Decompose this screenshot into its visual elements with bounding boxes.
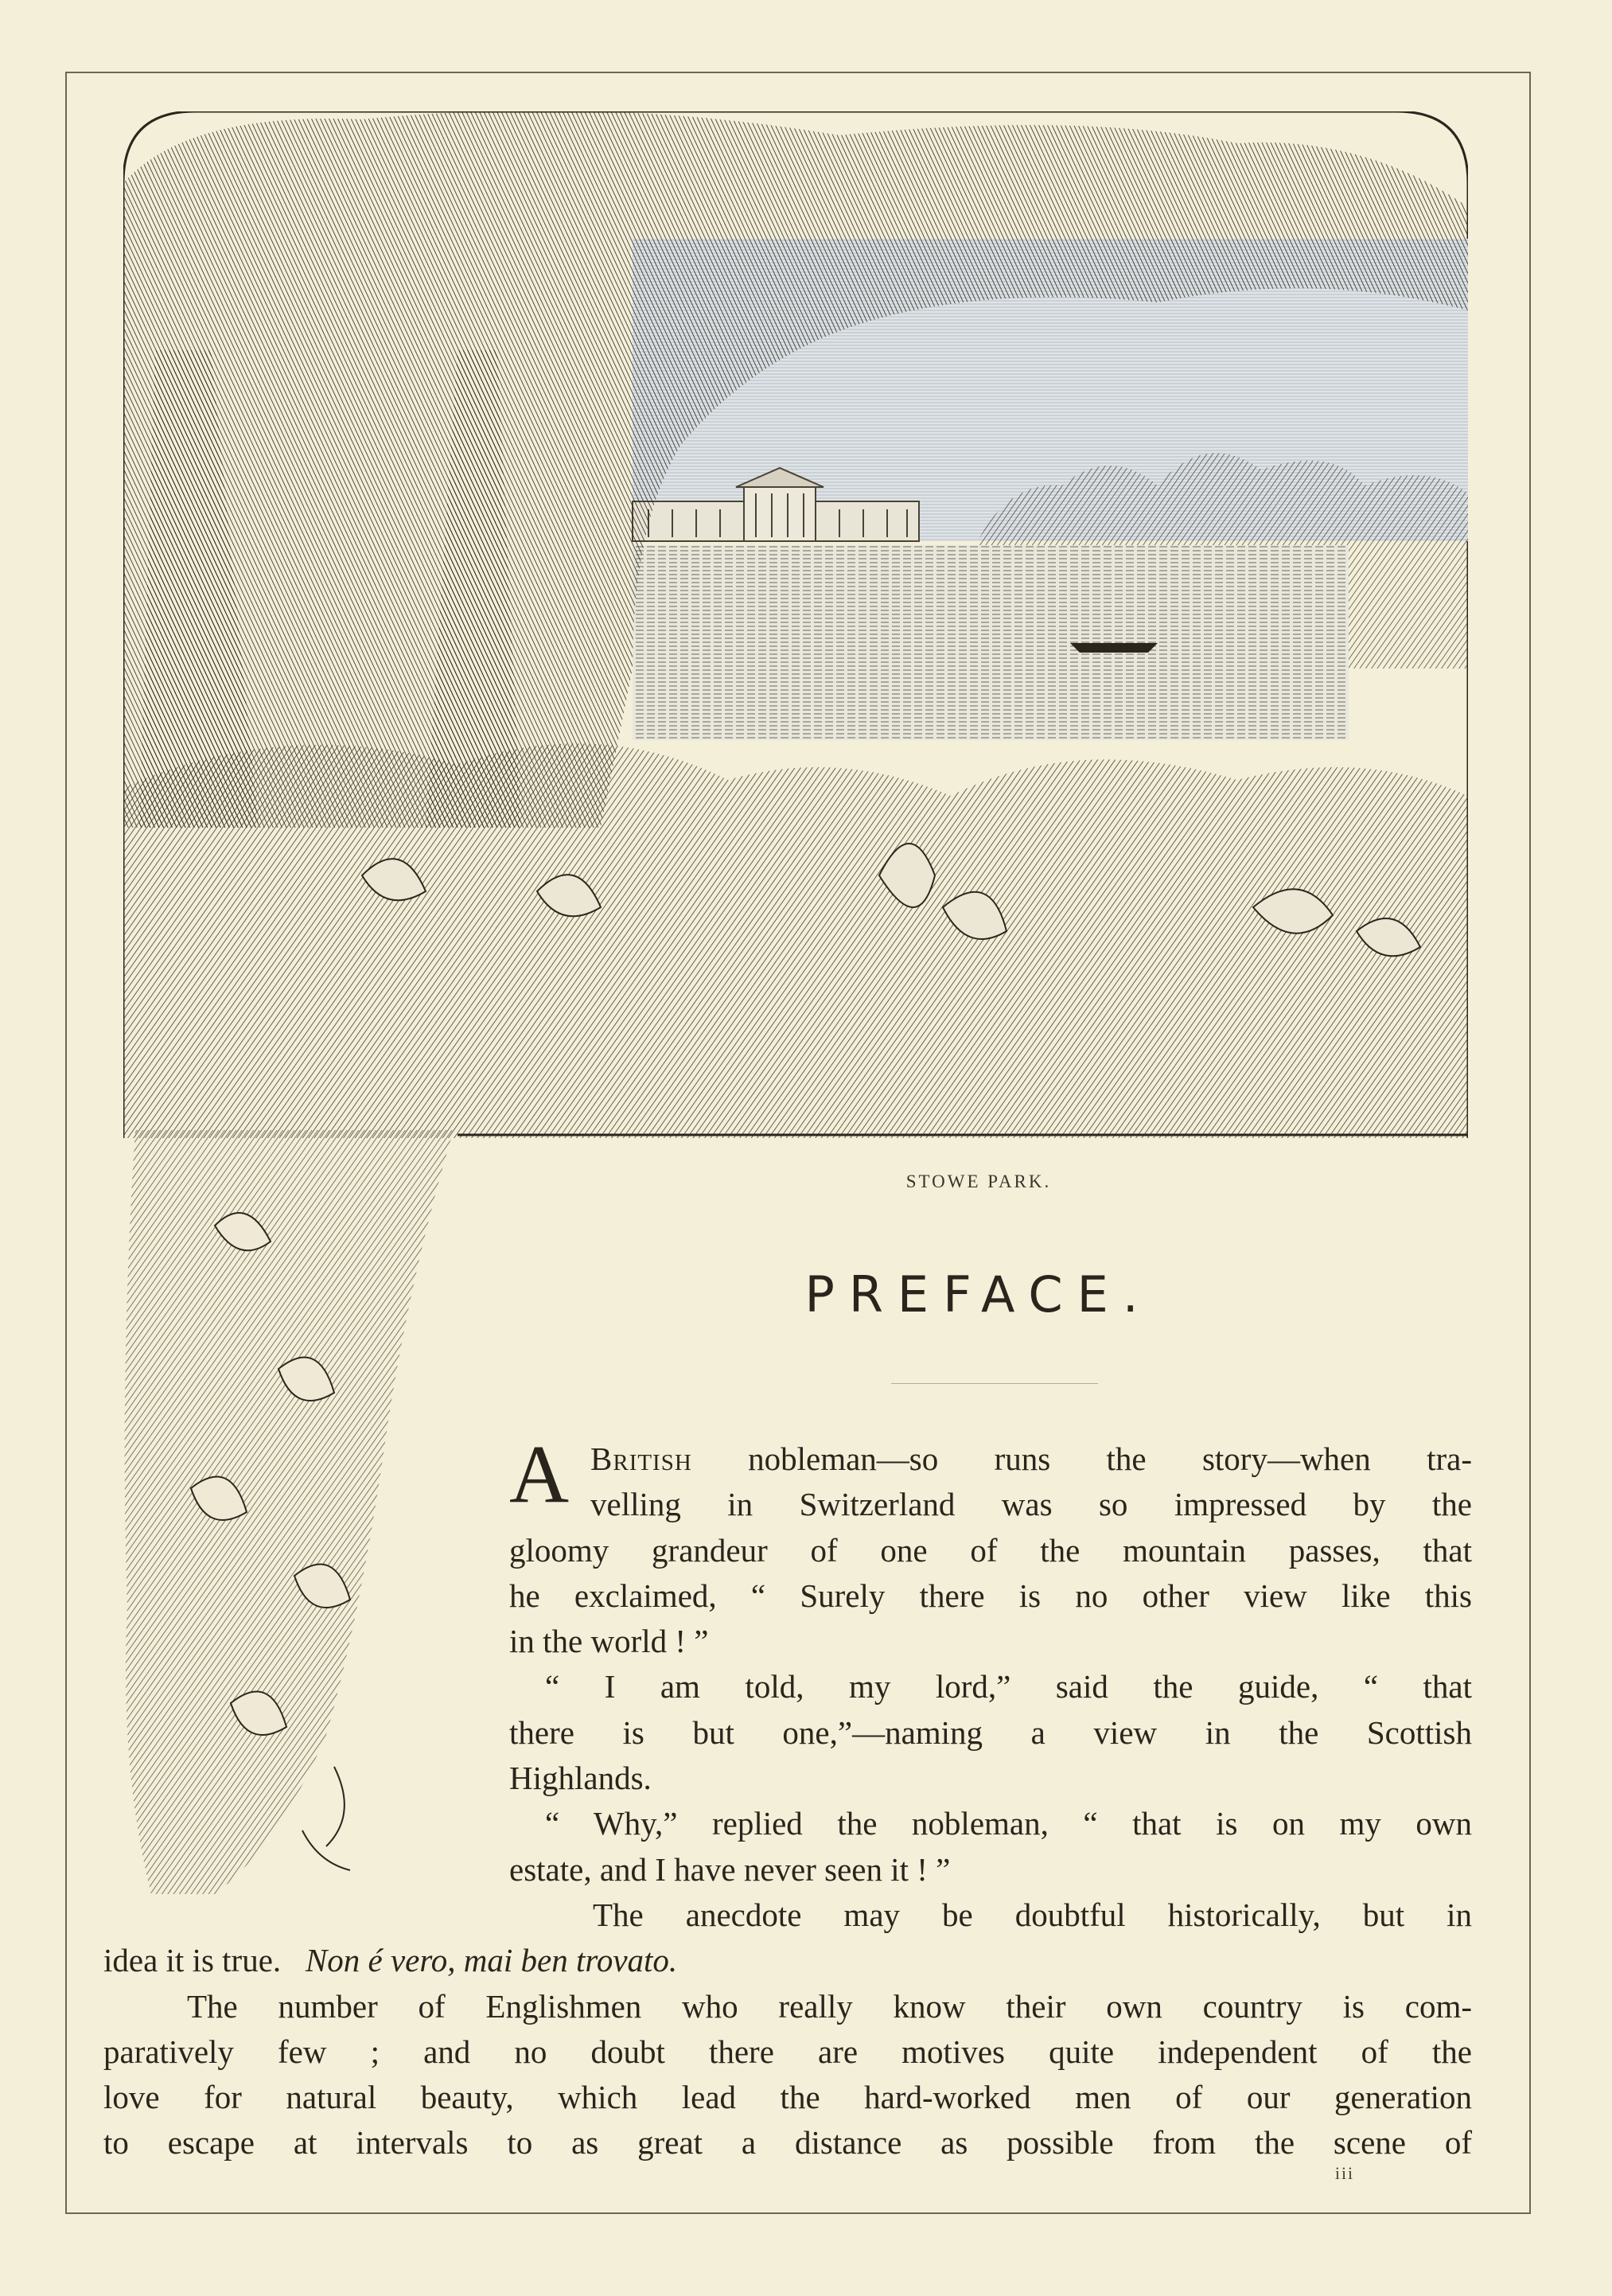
preface-text: [103, 1429, 1472, 2166]
page-number: iii: [1334, 2163, 1355, 2183]
text-line: there is but one,”—naming a view in the Scottish: [509, 1713, 1472, 1751]
text-line: The anecdote may be doubtful historically, but in: [593, 1896, 1472, 1933]
title-rule: [891, 1383, 1098, 1384]
text-line: “ I am told, my lord,” said the guide, “ that: [545, 1668, 1472, 1705]
illustration-caption: STOWE PARK.: [905, 1171, 1052, 1191]
text-line: paratively few ; and no doubt there are motives quite independent of the: [103, 2033, 1472, 2070]
text-line: he exclaimed, “ Surely there is no other view like this: [509, 1577, 1472, 1614]
text-line: gloomy grandeur of one of the mountain passes, that: [509, 1531, 1472, 1569]
text-line: Highlands.: [509, 1760, 652, 1797]
text-line: to escape at intervals to as great a distance as possible from the scene of: [103, 2124, 1472, 2162]
text-line: British nobleman—so runs the story—when tra-: [590, 1440, 1472, 1477]
drop-cap: A: [509, 1429, 570, 1520]
text-line: idea it is true. Non é vero, mai ben trovato.: [103, 1942, 678, 1979]
stowe-park-engraving: [123, 111, 1468, 1138]
text-line: estate, and I have never seen it ! ”: [509, 1850, 951, 1888]
text-line: “ Why,” replied the nobleman, “ that is on my own: [545, 1805, 1472, 1842]
text-line: in the world ! ”: [509, 1623, 709, 1660]
text-line: love for natural beauty, which lead the hard-worked men of our generation: [103, 2079, 1472, 2116]
text-line: The number of Englishmen who really know their own country is com-: [187, 1987, 1472, 2025]
page-title: PREFACE.: [804, 1265, 1153, 1323]
text-line: velling in Switzerland was so impressed by the: [590, 1486, 1472, 1523]
